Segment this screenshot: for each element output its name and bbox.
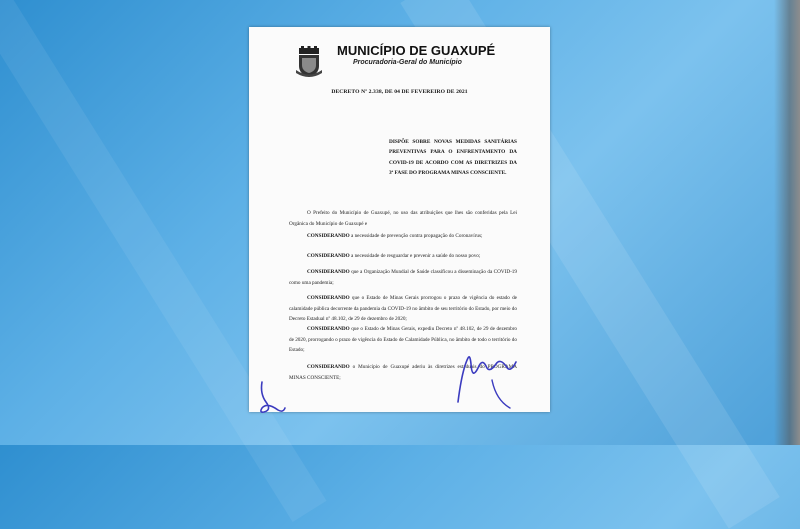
considering-clause — [289, 267, 517, 288]
considering-clause — [289, 251, 517, 262]
considering-label: CONSIDERANDO — [307, 233, 350, 239]
decree-title: DECRETO Nº 2.338, DE 04 DE FEVEREIRO DE 2021 — [331, 89, 468, 95]
intro-paragraph — [289, 208, 517, 229]
mayor-signature-icon — [452, 350, 522, 410]
clause-text: que o Estado de Minas Gerais, expediu Decreto nº 48.102, de 29 de dezembro de 2020, prorrogando o prazo de vigência do Estado de Calamidade Pública, no âmbito de todo o território do Estado; — [289, 326, 518, 353]
considering-label: CONSIDERANDO — [307, 326, 350, 332]
considering-clause — [289, 231, 517, 242]
screen-edge-shadow — [774, 0, 800, 445]
intro-text: O Prefeito do Município de Guaxupé, no uso das atribuições que lhes são conferidas pela Lei Orgânica do Município de Guaxupé e — [289, 210, 517, 227]
decree-summary: DISPÕE SOBRE NOVAS MEDIDAS SANITÁRIAS PREVENTIVAS PARA O ENFRENTAMENTO DA COVID-19 DE ACORDO COM AS DIRETRIZES DA 3ª FASE DO PROGRAMA MINAS CONSCIENTE. — [389, 139, 517, 177]
considering-clause — [289, 293, 517, 325]
clause-text: a necessidade de prevenção contra propagação do Coronavírus; — [350, 233, 483, 239]
considering-label: CONSIDERANDO — [307, 269, 350, 275]
clause-text: o Município de Guaxupé aderiu às diretrizes estaduais do PROGRAMA MINAS CONSCIENTE; — [289, 364, 517, 381]
clause-text: que o Estado de Minas Gerais prorrogou o prazo de vigência do estado de calamidade pública decorrente da pandemia da COVID-19 no âmbito de seu território do Estado, por meio do Decreto Estadual nº 48.102, de 29 de dezembro de 2020; — [289, 295, 517, 322]
clause-text: a necessidade de resguardar e prevenir a saúde do nosso povo; — [350, 253, 481, 259]
initials-signature-icon — [258, 380, 288, 416]
clause-text: que a Organização Mundial de Saúde classificou a disseminação da COVID-19 como uma pandemia; — [289, 269, 517, 286]
municipal-coat-of-arms-icon — [296, 46, 322, 78]
considering-label: CONSIDERANDO — [307, 253, 350, 259]
considering-label: CONSIDERANDO — [307, 295, 350, 301]
office-name: Procuradoria-Geral do Município — [353, 59, 462, 66]
considering-label: CONSIDERANDO — [307, 364, 350, 370]
municipality-name: MUNICÍPIO DE GUAXUPÉ — [337, 43, 496, 58]
